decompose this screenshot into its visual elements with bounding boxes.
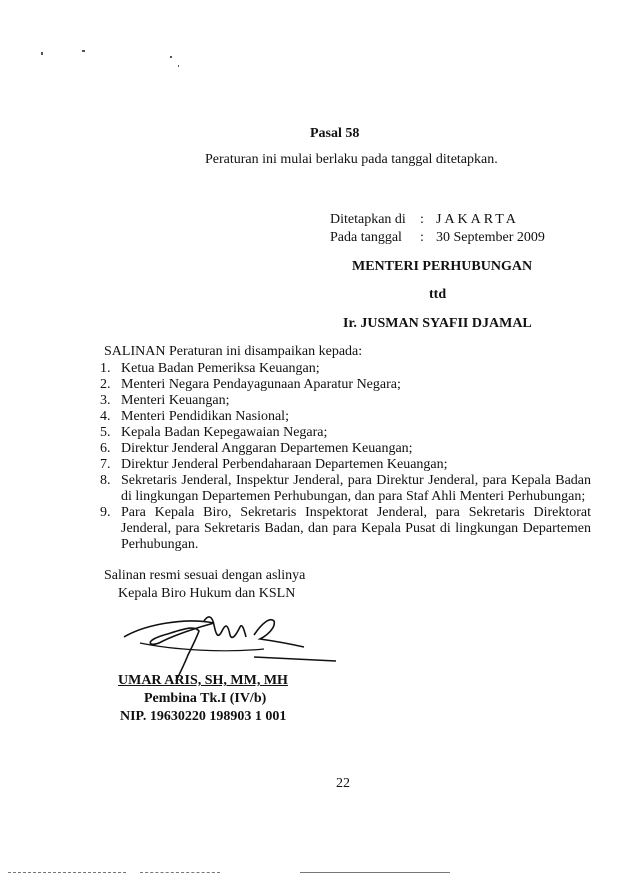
list-item: 4. Menteri Pendidikan Nasional; <box>100 409 289 424</box>
list-item: 9. Para Kepala Biro, Sekretaris Inspektorat Jenderal, para Sekretaris Direktorat Jenderal, para Sekretaris Badan, dan para Kepala Pusat di lingkungan Departemen Perhubungan. <box>100 505 591 552</box>
officer-block <box>118 672 288 726</box>
list-item: 1. Ketua Badan Pemeriksa Keuangan; <box>100 361 320 376</box>
recipient-list <box>100 361 591 553</box>
list-item: 7. Direktur Jenderal Perbendaharaan Departemen Keuangan; <box>100 457 448 472</box>
scan-edge-line <box>300 872 450 873</box>
list-item: 6. Direktur Jenderal Anggaran Departemen Keuangan; <box>100 441 413 456</box>
intro-text: Peraturan ini mulai berlaku pada tanggal ditetapkan. <box>205 152 498 167</box>
article-title: Pasal 58 <box>310 126 360 141</box>
separator: : <box>420 212 424 227</box>
copy-distribution <box>100 344 591 553</box>
scan-edge-line <box>140 872 220 873</box>
certification-line: Salinan resmi sesuai dengan aslinya <box>104 568 306 583</box>
place-value: JAKARTA <box>436 212 519 227</box>
certification-office: Kepala Biro Hukum dan KSLN <box>118 586 296 601</box>
page-number: 22 <box>336 776 350 791</box>
scan-speck <box>178 65 179 67</box>
list-item: 3. Menteri Keuangan; <box>100 393 230 408</box>
officer-nip: NIP. 19630220 198903 1 001 <box>120 709 287 724</box>
scan-edge-line <box>8 872 126 873</box>
enactment-block <box>330 211 545 247</box>
scan-speck <box>170 56 172 58</box>
officer-rank: Pembina Tk.I (IV/b) <box>144 691 267 706</box>
scan-speck <box>41 52 43 55</box>
place-label: Ditetapkan di <box>330 212 406 227</box>
minister-name: Ir. JUSMAN SYAFII DJAMAL <box>343 316 532 331</box>
list-item: 5. Kepala Badan Kepegawaian Negara; <box>100 425 328 440</box>
scan-speck <box>82 50 85 52</box>
copy-heading: SALINAN Peraturan ini disampaikan kepada: <box>104 344 363 359</box>
list-item: 2. Menteri Negara Pendayagunaan Aparatur Negara; <box>100 377 401 392</box>
officer-name: UMAR ARIS, SH, MM, MH <box>118 673 288 688</box>
signed-mark: ttd <box>429 287 447 302</box>
list-item: 8. Sekretaris Jenderal, Inspektur Jenderal, para Direktur Jenderal, para Kepala Badan di lingkungan Departemen Perhubungan, dan para Staf Ahli Menteri Perhubungan; <box>100 473 591 504</box>
date-value: 30 September 2009 <box>436 230 545 245</box>
minister-title: MENTERI PERHUBUNGAN <box>352 259 533 274</box>
date-label: Pada tanggal <box>330 230 402 245</box>
separator: : <box>420 230 424 245</box>
